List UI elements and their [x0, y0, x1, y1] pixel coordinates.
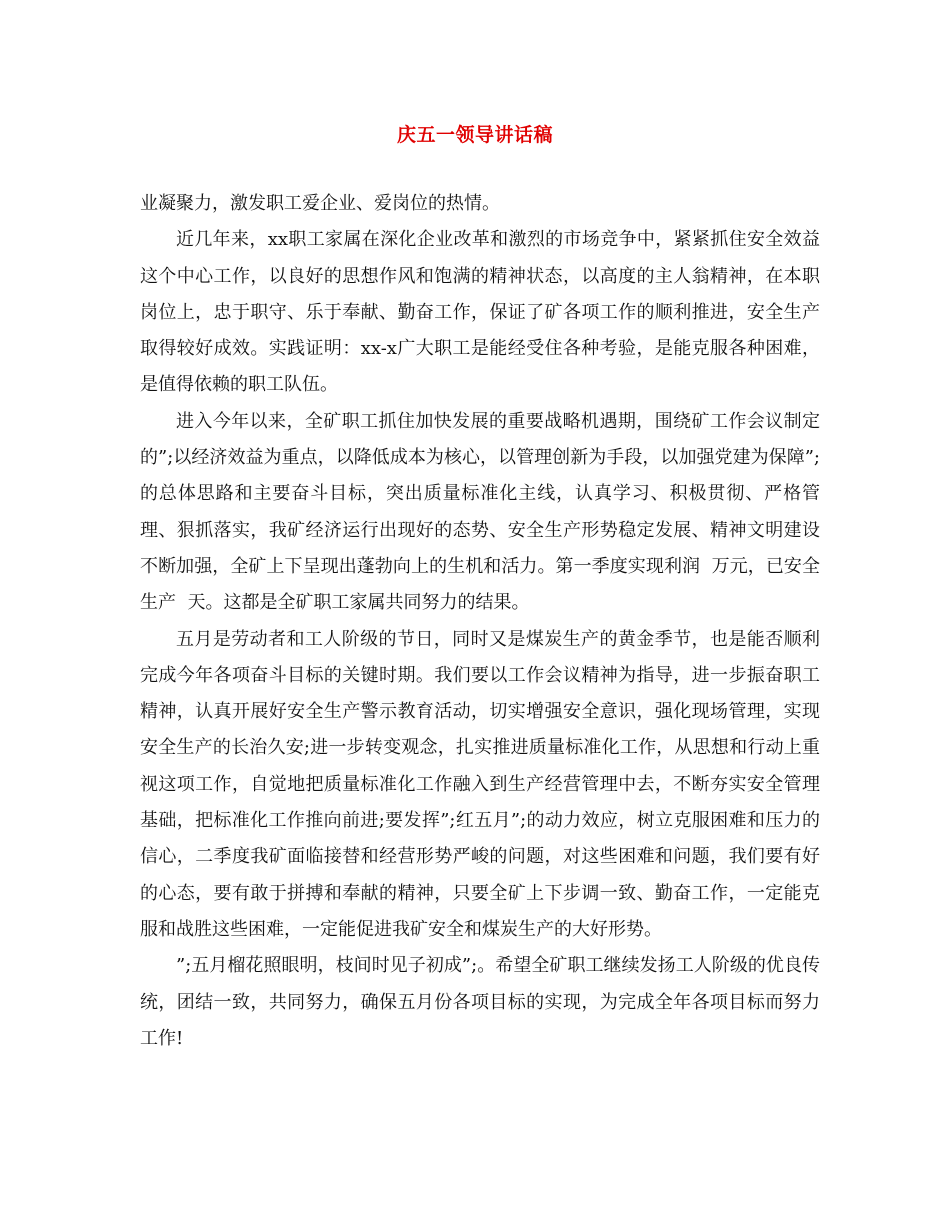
paragraph-1: 业凝聚力，激发职工爱企业、爱岗位的热情。 [140, 193, 500, 214]
document-title: 庆五一领导讲话稿 [396, 124, 553, 146]
paragraph-2: 近几年来，xx职工家属在深化企业改革和激烈的市场竞争中，紧紧抓住安全效益这个中心工作，以良好的思想作风和饱满的精神状态，以高度的主人翁精神，在本职岗位上，忠于职守、乐于奉献、勤奋工作，保证了矿各项工作的顺利推进，安全生产取得较好成效。实践证明：xx-x广大职工是能经受住各种考验，是能克服各种困难，是值得依赖的职工队伍。 [140, 229, 820, 396]
paragraph-3: 进入今年以来，全矿职工抓住加快发展的重要战略机遇期，围绕矿工作会议制定的”;以经济效益为重点，以降低成本为核心，以管理创新为手段，以加强党建为保障”;的总体思路和主要奋斗目标，突出质量标准化主线，认真学习、积极贯彻、严格管理、狠抓落实，我矿经济运行出现好的态势、安全生产形势稳定发展、精神文明建设不断加强，全矿上下呈现出蓬勃向上的生机和活力。第一季度实现利润 万元，已安全生产 天。这都是全矿职工家属共同努力的结果。 [140, 410, 820, 614]
paragraph-5: ”;五月榴花照眼明，枝间时见子初成”;。希望全矿职工继续发扬工人阶级的优良传统，团结一致，共同努力，确保五月份各项目标的实现，为完成全年各项目标而努力工作! [140, 955, 820, 1049]
document-body [140, 186, 820, 1057]
paragraph-4: 五月是劳动者和工人阶级的节日，同时又是煤炭生产的黄金季节，也是能否顺利完成今年各项奋斗目标的关键时期。我们要以工作会议精神为指导，进一步振奋职工精神，认真开展好安全生产警示教育活动，切实增强安全意识，强化现场管理，实现安全生产的长治久安;进一步转变观念，扎实推进质量标准化工作，从思想和行动上重视这项工作，自觉地把质量标准化工作融入到生产经营管理中去，不断夯实安全管理基础，把标准化工作推向前进;要发挥”;红五月”;的动力效应，树立克服困难和压力的信心，二季度我矿面临接替和经营形势严峻的问题，对这些困难和问题，我们要有好的心态，要有敢于拼搏和奉献的精神，只要全矿上下步调一致、勤奋工作，一定能克服和战胜这些困难，一定能促进我矿安全和煤炭生产的大好形势。 [140, 628, 820, 940]
